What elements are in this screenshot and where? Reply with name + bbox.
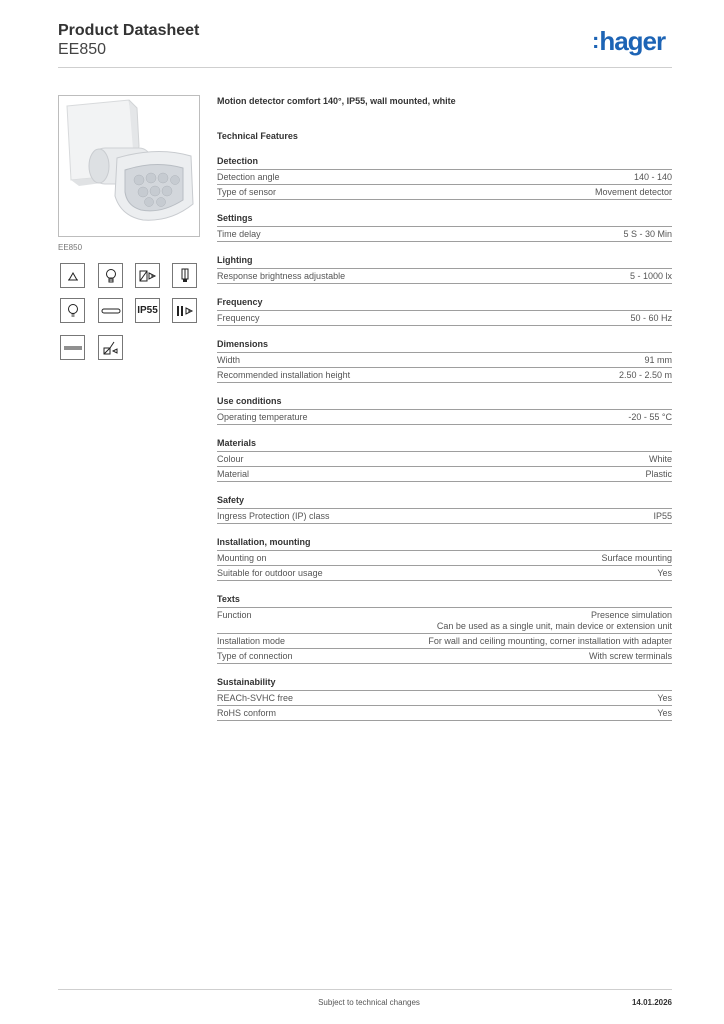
article-number: EE850 <box>58 41 107 58</box>
spec-row <box>217 608 672 634</box>
spec-value: Yes <box>657 568 672 578</box>
spec-label: RoHS conform <box>217 708 277 718</box>
spec-row <box>217 353 672 368</box>
sensor-bar-icon <box>172 298 197 323</box>
section-materials <box>217 437 672 482</box>
document-title: Product Datasheet <box>58 22 200 39</box>
spec-label: Suitable for outdoor usage <box>217 568 323 578</box>
section-frequency <box>217 296 672 326</box>
spec-value: For wall and ceiling mounting, corner installation with adapter <box>428 636 672 646</box>
spec-value: 5 - 1000 lx <box>629 271 672 281</box>
spec-value: White <box>648 454 672 464</box>
spec-value: IP55 <box>653 511 672 521</box>
section-title: Settings <box>217 212 672 227</box>
section-lighting <box>217 254 672 284</box>
angle-icon <box>98 335 123 360</box>
spec-row <box>217 649 672 664</box>
spec-value-line: Can be used as a single unit, main device or extension unit <box>436 621 672 631</box>
section-title: Materials <box>217 437 672 452</box>
section-settings <box>217 212 672 242</box>
spec-value: 5 S - 30 Min <box>623 229 672 239</box>
spec-value: Plastic <box>645 469 672 479</box>
spec-value: 2.50 - 2.50 m <box>618 370 672 380</box>
section-title: Texts <box>217 593 672 608</box>
spec-label: Operating temperature <box>217 412 308 422</box>
spec-value <box>437 610 672 632</box>
spec-value: Surface mounting <box>601 553 672 563</box>
section-use-conditions <box>217 395 672 425</box>
header-divider <box>58 67 672 68</box>
section-title: Installation, mounting <box>217 536 672 551</box>
spec-value: 50 - 60 Hz <box>630 313 672 323</box>
ip-rating-label: IP55 <box>137 305 158 316</box>
spec-label: Time delay <box>217 229 261 239</box>
bulb-icon <box>98 263 123 288</box>
line-icon <box>60 335 85 360</box>
document-header <box>58 21 199 59</box>
spec-label: Frequency <box>217 313 260 323</box>
section-title: Safety <box>217 494 672 509</box>
spec-row <box>217 452 672 467</box>
technical-content <box>217 95 672 733</box>
section-title: Use conditions <box>217 395 672 410</box>
bulb-outline-icon <box>60 298 85 323</box>
spec-label: Type of sensor <box>217 187 277 197</box>
spec-label: Installation mode <box>217 636 286 646</box>
ceiling-mount-icon <box>60 263 85 288</box>
spec-label: Colour <box>217 454 244 464</box>
ip-rating-icon <box>135 298 160 323</box>
footer-note: Subject to technical changes <box>318 998 420 1007</box>
spec-label: Material <box>217 469 250 479</box>
section-installation-mounting <box>217 536 672 581</box>
section-detection <box>217 155 672 200</box>
fluorescent-tube-icon <box>98 298 123 323</box>
spec-label: Function <box>217 610 252 620</box>
section-texts <box>217 593 672 664</box>
section-title: Dimensions <box>217 338 672 353</box>
spec-row <box>217 227 672 242</box>
product-image-caption: EE850 <box>58 243 83 252</box>
spec-row <box>217 311 672 326</box>
section-safety <box>217 494 672 524</box>
spec-value: 140 - 140 <box>633 172 672 182</box>
spec-label: Recommended installation height <box>217 370 351 380</box>
brand-logo: :hager <box>592 26 666 56</box>
spec-value: With screw terminals <box>588 651 672 661</box>
spec-row <box>217 410 672 425</box>
product-image <box>58 95 200 237</box>
spec-label: Mounting on <box>217 553 267 563</box>
spec-value: -20 - 55 °C <box>628 412 672 422</box>
spec-value: Yes <box>657 693 672 703</box>
spec-row <box>217 185 672 200</box>
brand-logo-text: hager <box>599 26 666 56</box>
detector-icon <box>135 263 160 288</box>
spec-row <box>217 467 672 482</box>
footer-date: 14.01.2026 <box>631 998 672 1007</box>
spec-row <box>217 566 672 581</box>
section-dimensions <box>217 338 672 383</box>
spec-label: Type of connection <box>217 651 293 661</box>
spec-value: Yes <box>657 708 672 718</box>
section-title: Detection <box>217 155 672 170</box>
spec-row <box>217 706 672 721</box>
section-title: Sustainability <box>217 676 672 691</box>
spec-row <box>217 509 672 524</box>
section-sustainability <box>217 676 672 721</box>
spec-row <box>217 691 672 706</box>
section-title: Frequency <box>217 296 672 311</box>
product-description: Motion detector comfort 140°, IP55, wall mounted, white <box>217 96 456 106</box>
spec-label: Response brightness adjustable <box>217 271 346 281</box>
spec-label: Detection angle <box>217 172 280 182</box>
spec-label: REACh-SVHC free <box>217 693 294 703</box>
spec-label: Width <box>217 355 241 365</box>
footer-divider <box>58 989 672 990</box>
spec-row <box>217 170 672 185</box>
spec-row <box>217 634 672 649</box>
section-title: Lighting <box>217 254 672 269</box>
spec-value: 91 mm <box>644 355 672 365</box>
spec-row <box>217 551 672 566</box>
lamp-icon <box>172 263 197 288</box>
technical-features-title: Technical Features <box>217 131 298 141</box>
spec-value-line: Presence simulation <box>590 610 672 620</box>
spec-value: Movement detector <box>594 187 672 197</box>
spec-row <box>217 269 672 284</box>
spec-row <box>217 368 672 383</box>
spec-label: Ingress Protection (IP) class <box>217 511 330 521</box>
